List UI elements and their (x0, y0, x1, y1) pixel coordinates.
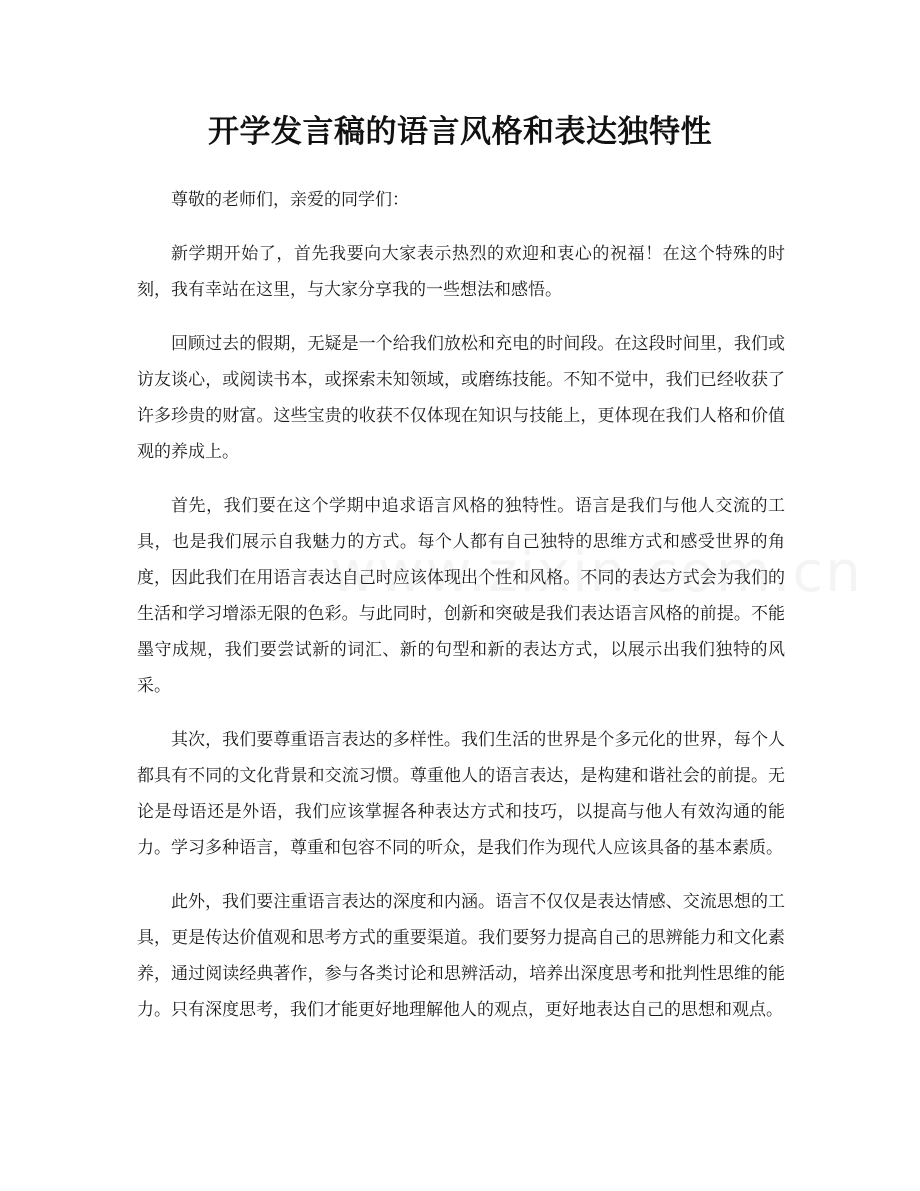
page-title: 开学发言稿的语言风格和表达独特性 (208, 114, 712, 150)
document-body (137, 182, 785, 1046)
paragraph: 回顾过去的假期，无疑是一个给我们放松和充电的时间段。在这段时间里，我们或访友谈心，或阅读书本，或探索未知领域，或磨练技能。不知不觉中，我们已经收获了许多珍贵的财富。这些宝贵的收获不仅体现在知识与技能上，更体现在我们人格和价值观的养成上。 (137, 334, 785, 462)
salutation: 尊敬的老师们，亲爱的同学们： (171, 190, 409, 210)
paragraph: 首先，我们要在这个学期中追求语言风格的独特性。语言是我们与他人交流的工具，也是我们展示自我魅力的方式。每个人都有自己独特的思维方式和感受世界的角度，因此我们在用语言表达自己时应该体现出个性和风格。不同的表达方式会为我们的生活和学习增添无限的色彩。与此同时，创新和突破是我们表达语言风格的前提。不能墨守成规，我们要尝试新的词汇、新的句型和新的表达方式，以展示出我们独特的风采。 (137, 496, 785, 696)
paragraph: 其次，我们要尊重语言表达的多样性。我们生活的世界是个多元化的世界，每个人都具有不同的文化背景和交流习惯。尊重他人的语言表达，是构建和谐社会的前提。无论是母语还是外语，我们应该掌握各种表达方式和技巧，以提高与他人有效沟通的能力。学习多种语言，尊重和包容不同的听众，是我们作为现代人应该具备的基本素质。 (137, 730, 785, 858)
paragraph: 此外，我们要注重语言表达的深度和内涵。语言不仅仅是表达情感、交流思想的工具，更是传达价值观和思考方式的重要渠道。我们要努力提高自己的思辨能力和文化素养，通过阅读经典著作，参与各类讨论和思辨活动，培养出深度思考和批判性思维的能力。只有深度思考，我们才能更好地理解他人的观点，更好地表达自己的思想和观点。 (137, 892, 785, 1020)
paragraph: 新学期开始了，首先我要向大家表示热烈的欢迎和衷心的祝福！在这个特殊的时刻，我有幸站在这里，与大家分享我的一些想法和感悟。 (137, 244, 785, 300)
